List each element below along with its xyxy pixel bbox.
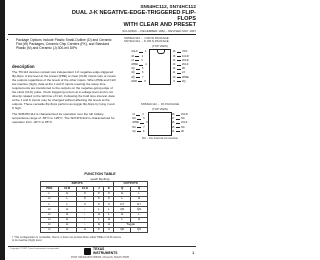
pin: NC 7 bbox=[132, 125, 145, 129]
table-cell: H bbox=[114, 192, 131, 197]
table-column-header: K bbox=[104, 187, 114, 192]
package-caption: SN54HC112 ... FK PACKAGE bbox=[140, 102, 180, 106]
table-cell: H bbox=[104, 222, 114, 227]
table-cell: L bbox=[131, 212, 148, 217]
table-cell: H bbox=[131, 197, 148, 202]
table-cell: H bbox=[41, 217, 59, 222]
table-cell: H bbox=[58, 217, 76, 222]
part-numbers: SN54HC112, SN74HC112 bbox=[140, 4, 196, 9]
table-cell: L bbox=[94, 217, 104, 222]
pin: 9 2Q bbox=[173, 79, 186, 83]
table-cell: H bbox=[94, 222, 104, 227]
table-cell: H bbox=[94, 212, 104, 217]
table-cell: L bbox=[58, 197, 76, 202]
inputs-group-header: INPUTS bbox=[41, 182, 114, 187]
package-note: NC – No internal connection bbox=[141, 135, 179, 140]
dip-left-pins bbox=[131, 50, 148, 84]
table-cell: X bbox=[104, 202, 114, 207]
pin: 16 2CLK bbox=[171, 121, 188, 125]
table-cell: X bbox=[94, 192, 104, 197]
table-cell: X bbox=[76, 192, 94, 197]
table-cell: X bbox=[94, 227, 104, 232]
function-table-subtitle: (each flip-flop) bbox=[90, 176, 110, 181]
table-cell: L bbox=[104, 207, 114, 212]
dip-right-pins bbox=[172, 50, 189, 84]
table-cell: L bbox=[58, 202, 76, 207]
fk-right-pins bbox=[171, 113, 188, 134]
table-cell: Q0 bbox=[114, 207, 131, 212]
table-cell: X bbox=[94, 202, 104, 207]
table-column-header: CLK bbox=[76, 187, 94, 192]
company-name-line-2: INSTRUMENTS bbox=[93, 250, 118, 255]
table-cell: X bbox=[104, 227, 114, 232]
table-row bbox=[41, 227, 148, 232]
table-cell: Q0 bbox=[114, 227, 131, 232]
table-column-header: J bbox=[94, 187, 104, 192]
fk-left-pins bbox=[132, 113, 149, 134]
company-address: POST OFFICE BOX 655303 • DALLAS, TEXAS 75265 bbox=[70, 255, 130, 259]
pin: 1PRE 6 bbox=[132, 121, 148, 125]
table-cell: X bbox=[76, 202, 94, 207]
pin: 14 2CLR bbox=[172, 58, 189, 62]
table-column-header: Q̄ bbox=[131, 187, 148, 192]
table-cell: H bbox=[58, 192, 76, 197]
table-cell: H bbox=[76, 227, 94, 232]
package-view-label: (TOP VIEW) bbox=[152, 44, 168, 49]
pin: 11 2J bbox=[172, 71, 185, 75]
pin: 15 NC bbox=[171, 125, 185, 129]
table-cell: H bbox=[104, 217, 114, 222]
fk-body bbox=[132, 112, 188, 136]
dip-package-diagram bbox=[124, 37, 196, 85]
pin: 16 VCC bbox=[172, 50, 188, 54]
table-cell: H bbox=[41, 222, 59, 227]
table-cell: L bbox=[114, 197, 131, 202]
table-cell: Q̄0 bbox=[131, 227, 148, 232]
table-cell: Q̄0 bbox=[131, 207, 148, 212]
pin: 1Q̄ 6 bbox=[131, 71, 144, 75]
table-cell: X bbox=[104, 192, 114, 197]
table-cell: H bbox=[131, 217, 148, 222]
table-cell: H bbox=[41, 207, 59, 212]
function-table bbox=[40, 181, 148, 233]
table-column-header: CLR bbox=[58, 187, 76, 192]
table-cell: L bbox=[41, 202, 59, 207]
feature-item: • Package Options Include Plastic Small-Outline (D) and Ceramic Flat (W) Packages, Ceramic Chip Carriers (FK), and Standard Plastic (N) and Ceramic (J) 300-mil DIPs bbox=[16, 38, 116, 51]
table-cell: ↓ bbox=[76, 207, 94, 212]
table-cell: L bbox=[94, 207, 104, 212]
table-cell: H bbox=[58, 207, 76, 212]
pin: 10 2PRE bbox=[172, 75, 189, 79]
package-caption: SN74HC112 ... D OR N PACKAGE bbox=[124, 39, 169, 44]
page-number: 1 bbox=[192, 251, 194, 255]
table-cell: H bbox=[41, 197, 59, 202]
pin: 1Q 8 bbox=[132, 129, 145, 133]
table-cell: X bbox=[76, 197, 94, 202]
table-cell: ↓ bbox=[76, 222, 94, 227]
description-paragraph: The 'HC112 devices contain two independent J-K negative-edge-triggered flip-flops. A low level at the preset (PRE) or clear (CLR) inputs sets or resets the outputs regardless of the levels of the other inputs. When PRE and CLR are inactive (high), data at the J and K inputs meeting the setup time requirements are transferred to the outputs on the negative-going edge of the clock (CLK) pulse. Clock triggering occurs at a voltage level and is not directly related to the fall time of CLK. Following the hold time interval, data at the J and K inputs may be changed without affecting the levels at the outputs. These versatile flip-flops perform as toggle flip-flops by tying J and K high. bbox=[12, 70, 116, 111]
company-name-line-1: TEXAS bbox=[93, 247, 105, 251]
table-cell: L bbox=[104, 212, 114, 217]
table-cell: H bbox=[58, 212, 76, 217]
outputs-group-header: OUTPUTS bbox=[114, 182, 148, 187]
features-list bbox=[12, 38, 116, 51]
pin: 17 NC bbox=[171, 117, 185, 121]
pin: 12 2K bbox=[172, 67, 186, 71]
table-cell: H bbox=[41, 227, 59, 232]
pin1-notch bbox=[157, 50, 165, 54]
table-cell: H bbox=[58, 222, 76, 227]
pin: 1Q 5 bbox=[131, 67, 144, 71]
pin: 1CLK 1 bbox=[131, 50, 147, 54]
pin: 15 1CLR bbox=[172, 54, 189, 58]
function-table-footnote: † This configuration is nonstable; that is, it does not persist when either PRE or CLR returns to its inactive (high) level. bbox=[12, 236, 121, 243]
pin: GND 8 bbox=[131, 79, 146, 83]
pin: 2Q̄ 7 bbox=[131, 75, 144, 79]
document-subtitle: SCLS099C – DECEMBER 1982 – REVISED MAY 1997 bbox=[122, 29, 196, 34]
pin: 1K 2 bbox=[131, 54, 144, 58]
company-logo bbox=[84, 248, 118, 255]
table-cell: L bbox=[41, 192, 59, 197]
table-cell: H bbox=[41, 212, 59, 217]
pin: NC 5 bbox=[132, 117, 145, 121]
table-cell: X bbox=[104, 197, 114, 202]
description-heading: description bbox=[12, 64, 35, 69]
description-body bbox=[12, 70, 116, 126]
fk-package-diagram bbox=[124, 103, 196, 140]
pin: 14 2K bbox=[171, 129, 185, 133]
function-table-title: FUNCTION TABLE bbox=[84, 172, 116, 176]
table-cell: H bbox=[58, 227, 76, 232]
header-rule bbox=[8, 34, 196, 35]
copyright-notice: Copyright © 1997, Texas Instruments Incorporated bbox=[10, 248, 59, 250]
table-column-header: PRE bbox=[41, 187, 59, 192]
package-view-label: (TOP VIEW) bbox=[152, 106, 168, 111]
table-cell: H† bbox=[131, 202, 148, 207]
table-cell: ↓ bbox=[76, 217, 94, 222]
table-cell: ↓ bbox=[76, 212, 94, 217]
title-line-2: WITH CLEAR AND PRESET bbox=[123, 22, 196, 29]
pin: 13 2CLK bbox=[172, 62, 189, 66]
page-edge-bar bbox=[0, 0, 5, 260]
pin: 1J 4 bbox=[132, 112, 144, 116]
description-paragraph: The SN54HC112 is characterized for operation over the full military temperature range of -55°C to 125°C. The SN74HC112 is characterized for operation from -40°C to 85°C. bbox=[12, 112, 115, 125]
table-cell: Toggle bbox=[114, 222, 148, 227]
document-header bbox=[60, 4, 196, 33]
dip-body bbox=[131, 49, 189, 85]
ti-logo-icon bbox=[84, 248, 91, 255]
pin: 1J 3 bbox=[131, 58, 143, 62]
table-cell: H bbox=[114, 212, 131, 217]
package-caption: SN54HC112 ... J OR W PACKAGE bbox=[124, 36, 169, 40]
table-cell: X bbox=[94, 197, 104, 202]
pin: 1PRE 4 bbox=[131, 62, 147, 66]
table-cell: H† bbox=[114, 202, 131, 207]
title-line-1: DUAL J-K NEGATIVE-EDGE-TRIGGERED FLIP-FLOPS bbox=[71, 10, 196, 23]
table-cell: L bbox=[131, 192, 148, 197]
table-column-header: Q bbox=[114, 187, 131, 192]
table-cell: L bbox=[114, 217, 131, 222]
pin: 18 2CLR bbox=[171, 112, 188, 116]
